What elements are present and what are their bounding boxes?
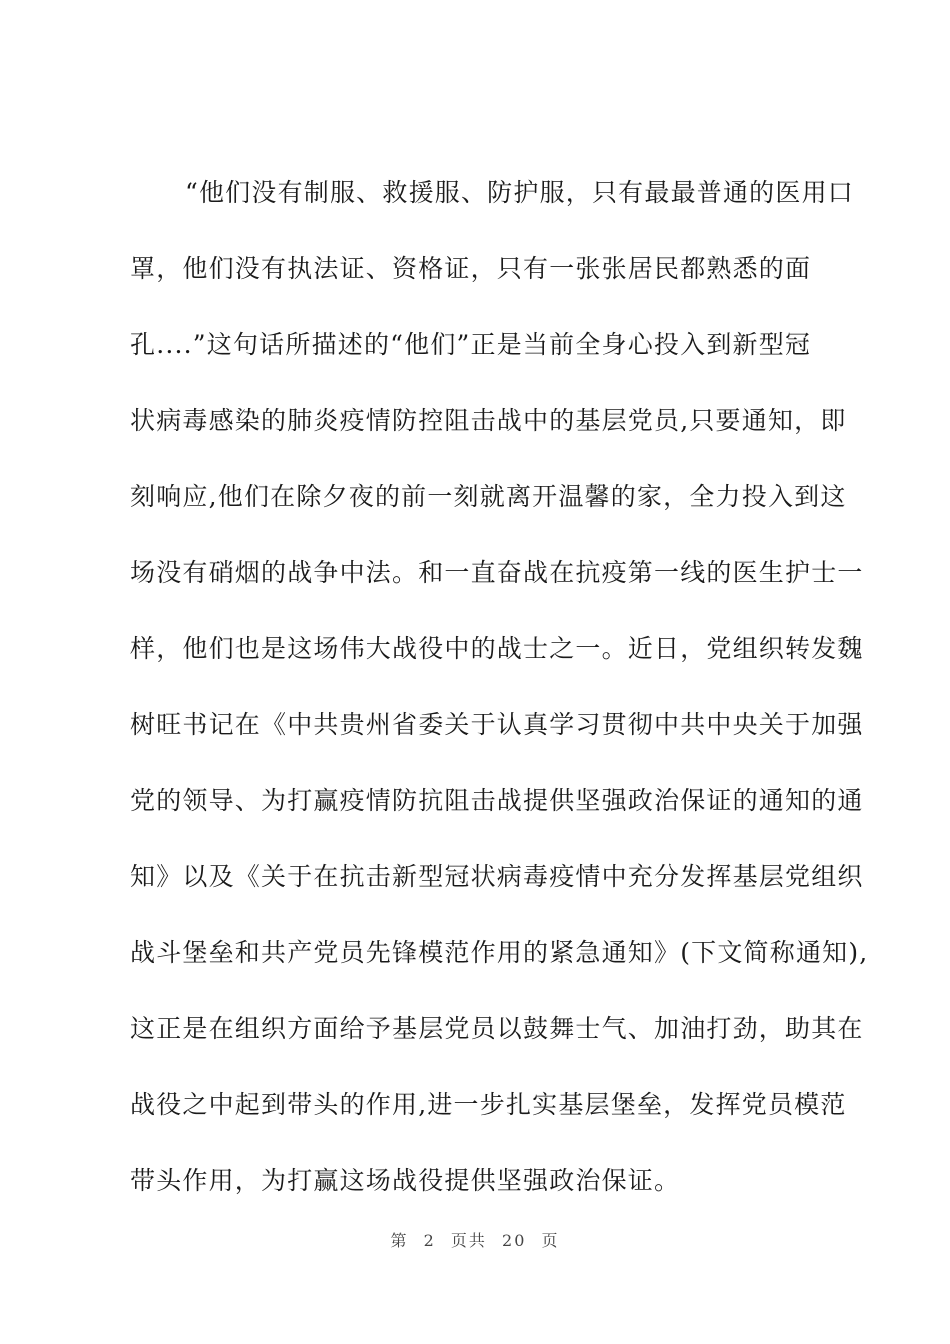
footer-middle: 页共	[450, 1231, 487, 1250]
paragraph-line: 罩，他们没有执法证、资格证，只有一张张居民都熟悉的面	[130, 254, 812, 283]
paragraph-line: 战斗堡垒和共产党员先锋模范作用的紧急通知》(下文简称通知),	[130, 938, 869, 967]
paragraph-line: 树旺书记在《中共贵州省委关于认真学习贯彻中共中央关于加强	[130, 710, 864, 739]
paragraph-line: 知》以及《关于在抗击新型冠状病毒疫情中充分发挥基层党组织	[130, 862, 864, 891]
footer-total-pages: 20	[502, 1231, 527, 1250]
paragraph-line: 孔....”这句话所描述的“他们”正是当前全身心投入到新型冠	[130, 330, 812, 359]
footer-current-page: 2	[423, 1231, 436, 1250]
paragraph-line: 这正是在组织方面给予基层党员以鼓舞士气、加油打劲，助其在	[130, 1014, 864, 1043]
paragraph-line: “他们没有制服、救援服、防护服，只有最最普通的医用口	[185, 178, 854, 207]
paragraph-line: 刻响应,他们在除夕夜的前一刻就离开温馨的家，全力投入到这	[130, 482, 847, 511]
paragraph-line: 战役之中起到带头的作用,进一步扎实基层堡垒，发挥党员模范	[130, 1090, 847, 1119]
paragraph-line: 样，他们也是这场伟大战役中的战士之一。近日，党组织转发魏	[130, 634, 864, 663]
paragraph-line: 带头作用，为打赢这场战役提供坚强政治保证。	[130, 1166, 681, 1195]
paragraph-line: 党的领导、为打赢疫情防抗阻击战提供坚强政治保证的通知的通	[130, 786, 864, 815]
page-footer	[0, 1228, 950, 1251]
footer-prefix: 第	[390, 1231, 409, 1250]
footer-suffix: 页	[541, 1231, 560, 1250]
paragraph-line: 场没有硝烟的战争中法。和一直奋战在抗疫第一线的医生护士一	[130, 558, 864, 587]
paragraph-line: 状病毒感染的肺炎疫情防控阻击战中的基层党员,只要通知，即	[130, 406, 847, 435]
